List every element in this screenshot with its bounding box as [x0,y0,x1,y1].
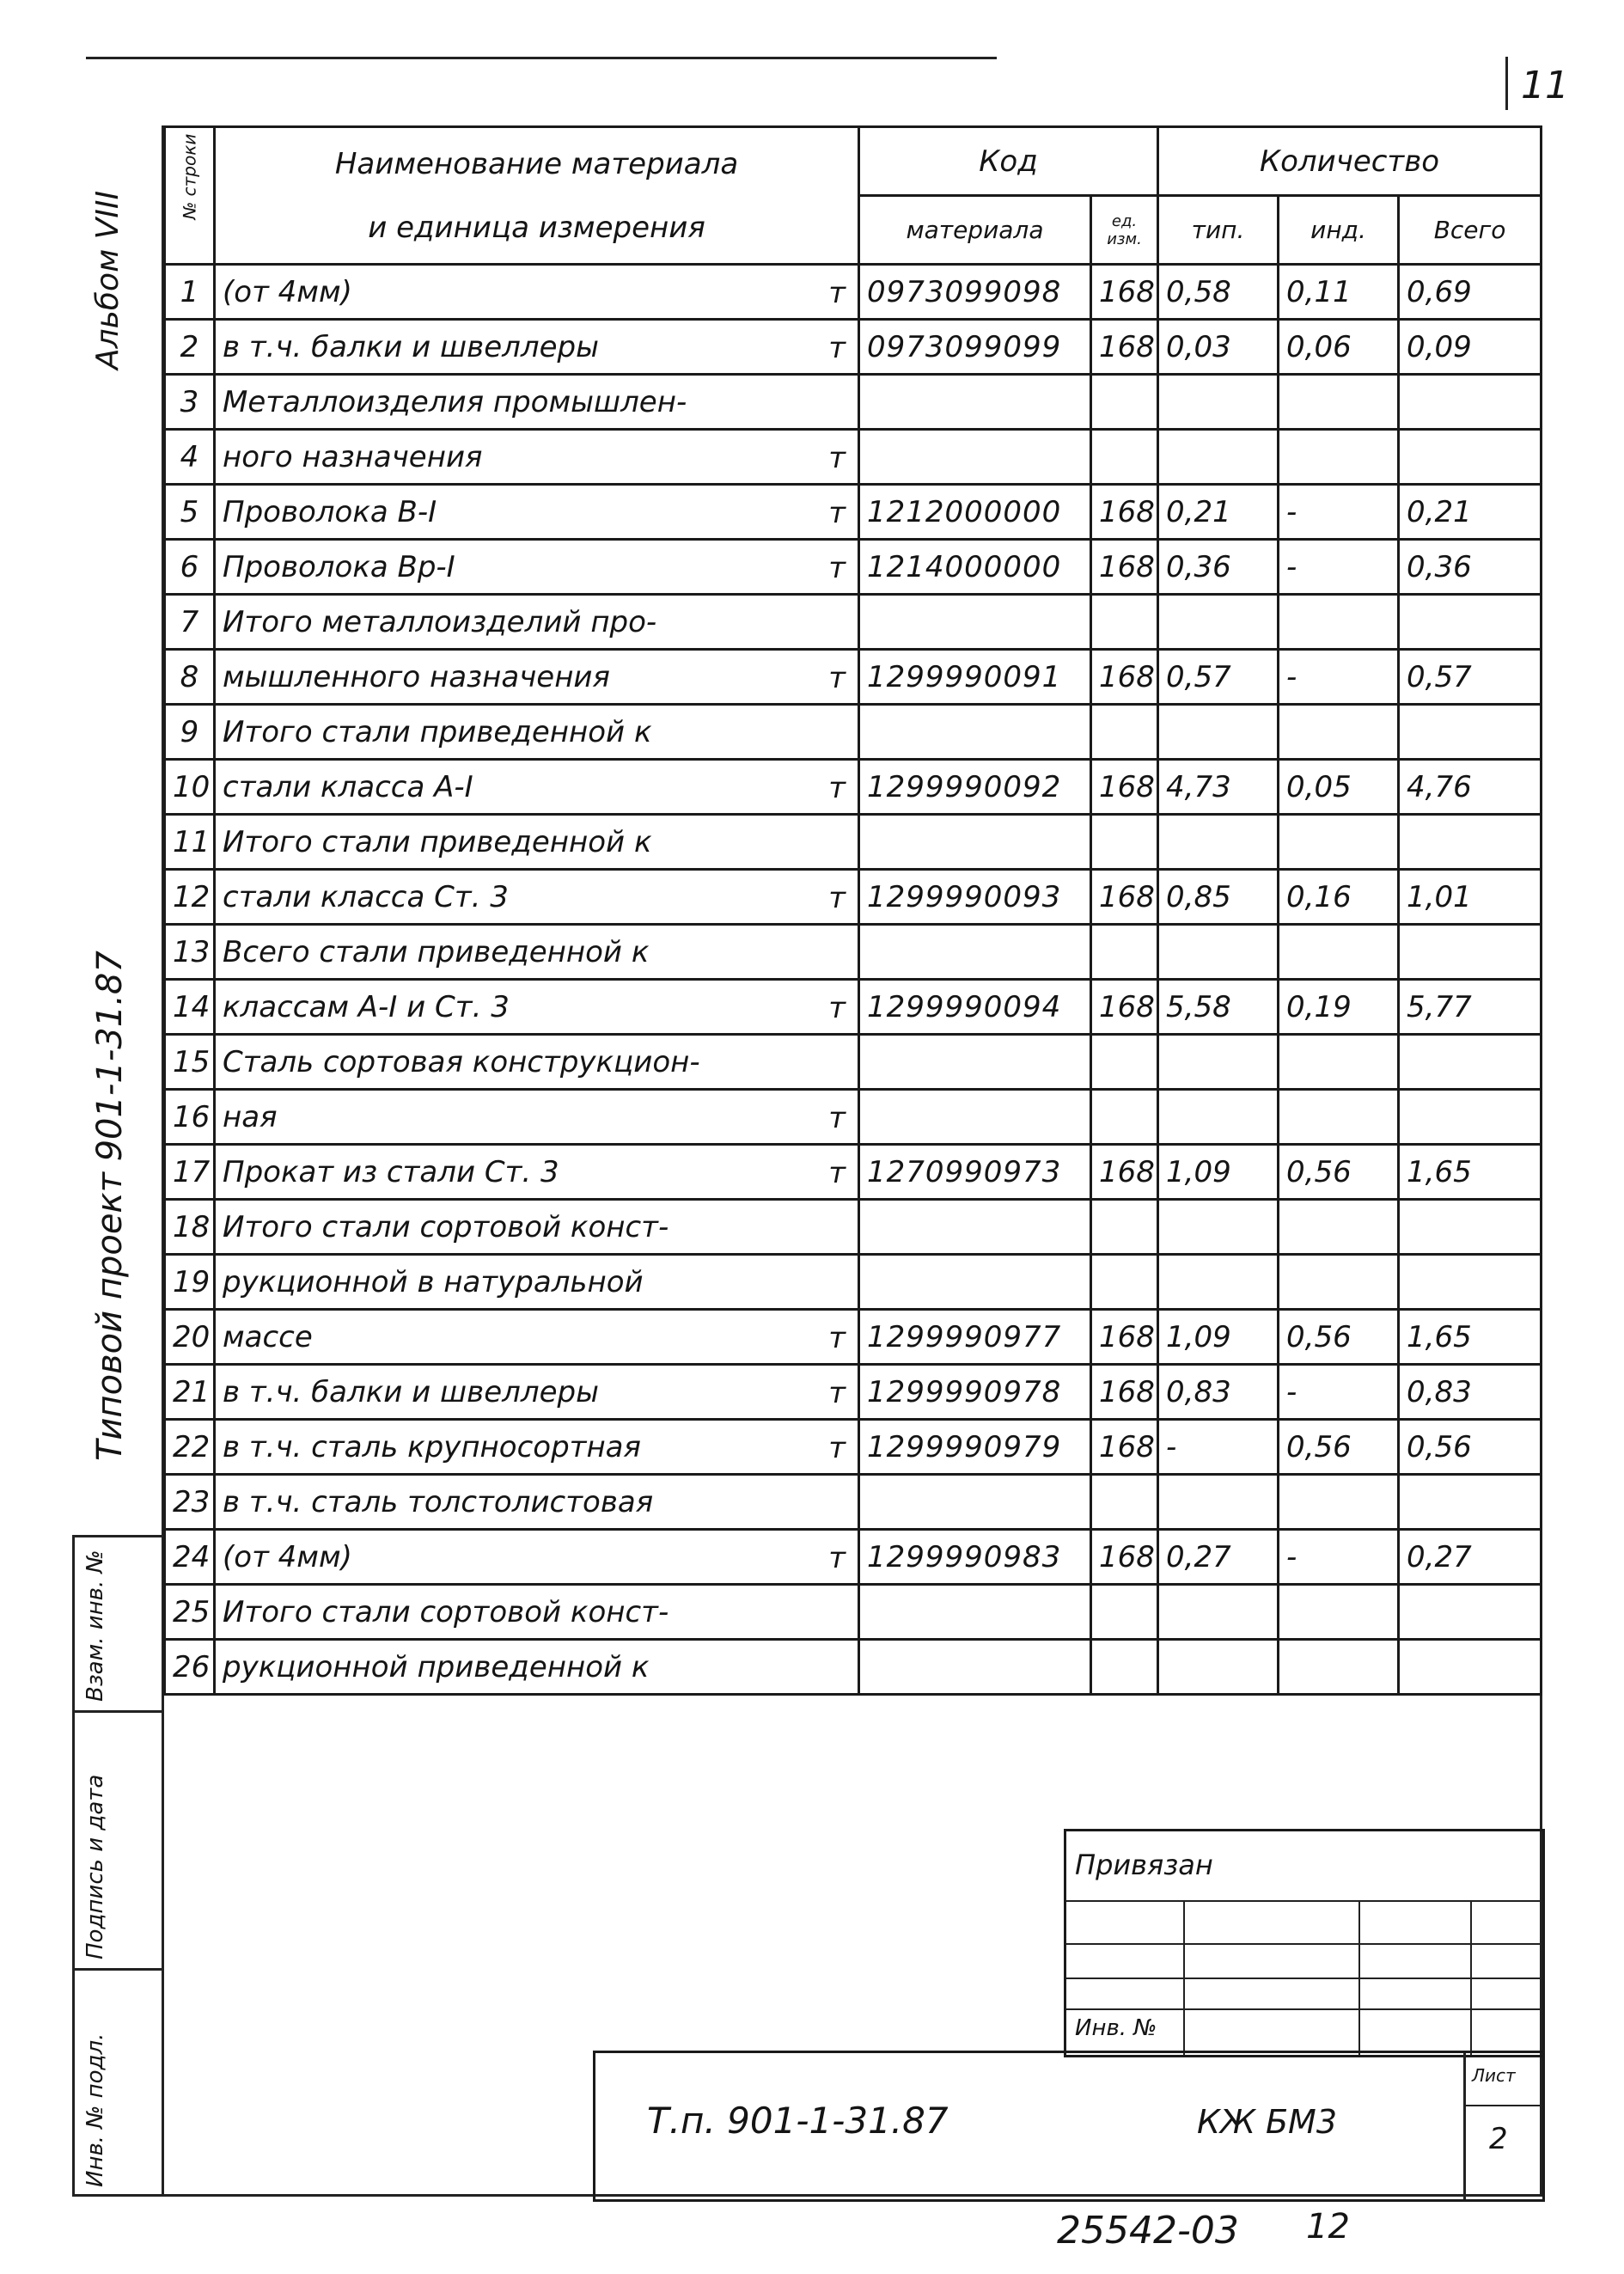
unit-code: 168 [1091,1145,1158,1200]
material-unit: т [828,331,846,365]
material-code: 1299990979 [859,1420,1091,1475]
row-number: 17 [165,1145,215,1200]
row-number: 20 [165,1310,215,1365]
quantity-total: 1,65 [1399,1145,1542,1200]
table-row [165,430,1542,485]
material-name [215,705,859,760]
quantity-total [1399,1255,1542,1310]
material-name [215,1420,859,1475]
unit-code: 168 [1091,485,1158,540]
quantity-total: 0,09 [1399,320,1542,375]
material-name-text: классам А-I и Ст. 3 [223,989,510,1024]
unit-code [1091,815,1158,870]
margin-top-line [72,1535,163,1537]
row-number: 7 [165,595,215,650]
quantity-typical [1158,815,1279,870]
quantity-individual: 0,16 [1279,870,1399,925]
unit-code [1091,430,1158,485]
unit-code: 168 [1091,870,1158,925]
quantity-individual: - [1279,540,1399,595]
materials-table [163,125,1542,1696]
quantity-typical: 0,85 [1158,870,1279,925]
quantity-total [1399,1200,1542,1255]
unit-code [1091,1640,1158,1695]
row-number: 1 [165,265,215,320]
material-name [215,1640,859,1695]
table-row [165,1640,1542,1695]
sheet-divider [1463,2053,1466,2199]
material-code: 1299990094 [859,980,1091,1035]
quantity-individual [1279,1585,1399,1640]
material-name-text: Итого стали сортовой конст- [223,1209,669,1244]
material-name-text: Сталь сортовая конструкцион- [223,1044,700,1079]
material-name-text: стали класса Ст. 3 [223,879,509,914]
quantity-individual [1279,1200,1399,1255]
unit-code: 168 [1091,650,1158,705]
quantity-typical [1158,1585,1279,1640]
table-row [165,1530,1542,1585]
quantity-individual [1279,925,1399,980]
sheet-line [1463,2105,1542,2106]
row-number: 9 [165,705,215,760]
quantity-typical [1158,1090,1279,1145]
album-label: Альбом VIII [90,190,125,370]
quantity-typical: 0,83 [1158,1365,1279,1420]
quantity-individual: 0,56 [1279,1310,1399,1365]
table-row [165,375,1542,430]
material-name [215,980,859,1035]
material-name-text: Итого стали сортовой конст- [223,1594,669,1629]
quantity-typical [1158,925,1279,980]
quantity-total [1399,815,1542,870]
quantity-typical [1158,375,1279,430]
material-code [859,1640,1091,1695]
quantity-total [1399,705,1542,760]
quantity-individual [1279,1255,1399,1310]
quantity-individual [1279,1640,1399,1695]
material-code: 1299990092 [859,760,1091,815]
material-unit: т [828,1101,846,1135]
material-name-text: массе [223,1319,313,1354]
quantity-total: 0,57 [1399,650,1542,705]
material-code [859,705,1091,760]
quantity-individual: - [1279,485,1399,540]
material-name-text: мышленного назначения [223,659,610,694]
table-row [165,705,1542,760]
unit-code: 168 [1091,1530,1158,1585]
margin-outer-line [72,1535,75,2197]
quantity-typical: 0,36 [1158,540,1279,595]
unit-code: 168 [1091,320,1158,375]
table-row [165,650,1542,705]
row-number: 19 [165,1255,215,1310]
material-unit: т [828,661,846,695]
quantity-total: 0,27 [1399,1530,1542,1585]
table-row [165,980,1542,1035]
row-number: 12 [165,870,215,925]
material-name-text: (от 4мм) [223,274,352,309]
quantity-total [1399,1035,1542,1090]
material-name [215,1475,859,1530]
quantity-total [1399,1090,1542,1145]
material-code [859,595,1091,650]
header-code-material: материала [859,196,1091,265]
material-name-text: Итого стали приведенной к [223,824,652,859]
material-code [859,1090,1091,1145]
unit-code: 168 [1091,265,1158,320]
material-code [859,1035,1091,1090]
quantity-total: 0,83 [1399,1365,1542,1420]
material-unit: т [828,441,846,475]
material-name-text: в т.ч. сталь толстолистовая [223,1484,654,1519]
designation: Т.п. 901-1-31.87 [647,2100,949,2142]
material-code [859,1475,1091,1530]
quantity-typical [1158,1475,1279,1530]
title-block [593,2051,1545,2202]
material-name [215,1200,859,1255]
material-unit: т [828,1156,846,1190]
header-qty-a: тип. [1158,196,1279,265]
quantity-typical [1158,1255,1279,1310]
quantity-individual: - [1279,650,1399,705]
quantity-total [1399,1585,1542,1640]
unit-code [1091,375,1158,430]
material-name [215,1365,859,1420]
material-code: 1299990091 [859,650,1091,705]
material-code [859,1200,1091,1255]
row-number: 24 [165,1530,215,1585]
table-row [165,1035,1542,1090]
material-code: 0973099099 [859,320,1091,375]
quantity-total [1399,925,1542,980]
quantity-total: 0,69 [1399,265,1542,320]
material-code [859,1585,1091,1640]
unit-code: 168 [1091,760,1158,815]
table-row [165,925,1542,980]
material-code: 1212000000 [859,485,1091,540]
quantity-total: 0,21 [1399,485,1542,540]
material-code: 1270990973 [859,1145,1091,1200]
quantity-typical [1158,430,1279,485]
row-number: 6 [165,540,215,595]
stamp-title: Привязан [1075,1849,1213,1881]
quantity-total [1399,1475,1542,1530]
quantity-typical: 0,27 [1158,1530,1279,1585]
header-quantity: Количество [1158,127,1542,196]
material-code [859,430,1091,485]
quantity-individual: 0,56 [1279,1145,1399,1200]
unit-code: 168 [1091,1310,1158,1365]
table-row [165,1365,1542,1420]
material-name [215,265,859,320]
quantity-individual [1279,1475,1399,1530]
material-name-text: ного назначения [223,439,483,474]
unit-code: 168 [1091,1365,1158,1420]
unit-code [1091,1475,1158,1530]
material-unit: т [828,991,846,1025]
material-code: 1214000000 [859,540,1091,595]
quantity-total: 5,77 [1399,980,1542,1035]
quantity-individual [1279,1035,1399,1090]
row-number: 4 [165,430,215,485]
material-name-text: (от 4мм) [223,1539,352,1574]
material-code [859,1255,1091,1310]
table-row [165,1475,1542,1530]
quantity-individual [1279,815,1399,870]
row-number: 3 [165,375,215,430]
quantity-typical: - [1158,1420,1279,1475]
row-number: 14 [165,980,215,1035]
material-unit: т [828,551,846,585]
table-row [165,1585,1542,1640]
material-name [215,1145,859,1200]
quantity-individual [1279,1090,1399,1145]
quantity-total: 0,36 [1399,540,1542,595]
material-name [215,650,859,705]
table-row [165,265,1542,320]
material-name-text: стали класса А-I [223,769,473,804]
table-row [165,320,1542,375]
material-code [859,925,1091,980]
quantity-total [1399,430,1542,485]
table-row [165,1090,1542,1145]
row-number: 15 [165,1035,215,1090]
material-name-text: Проволока В-I [223,494,437,529]
material-name [215,1585,859,1640]
table-row [165,1255,1542,1310]
material-name [215,925,859,980]
material-name-text: рукционной в натуральной [223,1264,644,1299]
material-name [215,1035,859,1090]
unit-code [1091,1035,1158,1090]
quantity-total: 1,01 [1399,870,1542,925]
quantity-typical [1158,1640,1279,1695]
unit-code: 168 [1091,1420,1158,1475]
quantity-typical [1158,1200,1279,1255]
row-number: 18 [165,1200,215,1255]
material-name [215,430,859,485]
material-unit: т [828,881,846,915]
material-name [215,1090,859,1145]
quantity-individual: 0,56 [1279,1420,1399,1475]
sign-cell-3: Инв. № подл. [82,2033,108,2187]
unit-code [1091,1255,1158,1310]
header-qty-b: инд. [1279,196,1399,265]
quantity-individual [1279,375,1399,430]
material-name [215,320,859,375]
material-unit: т [828,1431,846,1465]
material-name [215,760,859,815]
unit-code: 168 [1091,980,1158,1035]
row-number: 8 [165,650,215,705]
material-name [215,1310,859,1365]
header-code-unit: ед. изм. [1091,196,1158,265]
row-number: 2 [165,320,215,375]
header-row-number: № строки [165,127,215,265]
quantity-typical: 4,73 [1158,760,1279,815]
table-row [165,1420,1542,1475]
quantity-typical [1158,1035,1279,1090]
quantity-individual: 0,19 [1279,980,1399,1035]
quantity-typical: 1,09 [1158,1310,1279,1365]
row-number: 13 [165,925,215,980]
material-name [215,540,859,595]
table-row [165,1310,1542,1365]
attachment-stamp [1064,1829,1545,2057]
quantity-typical: 0,21 [1158,485,1279,540]
quantity-total [1399,375,1542,430]
quantity-individual [1279,595,1399,650]
material-name [215,1255,859,1310]
sign-cell-1: Взам. инв. № [82,1550,108,1702]
row-number: 25 [165,1585,215,1640]
header-name: Наименование материала и единица измерения [215,127,859,265]
sign-cell-2: Подпись и дата [82,1774,108,1959]
margin-divider-1 [72,1710,163,1713]
material-unit: т [828,1321,846,1355]
footer-number: 25542-03 [1057,2209,1239,2253]
material-name [215,595,859,650]
quantity-typical: 0,57 [1158,650,1279,705]
table-row [165,1145,1542,1200]
stamp-inv: Инв. № [1075,2015,1157,2041]
page-number-mark [1505,57,1508,110]
unit-code [1091,1200,1158,1255]
quantity-total: 1,65 [1399,1310,1542,1365]
material-name [215,1530,859,1585]
material-code: 1299990977 [859,1310,1091,1365]
material-name [215,485,859,540]
material-unit: т [828,1541,846,1575]
material-name-text: Прокат из стали Ст. 3 [223,1154,559,1189]
material-code [859,375,1091,430]
quantity-individual: - [1279,1530,1399,1585]
material-code: 1299990093 [859,870,1091,925]
table-row [165,1200,1542,1255]
table-row [165,595,1542,650]
material-unit: т [828,1376,846,1410]
material-name-text: Металлоизделия промышлен- [223,384,687,419]
row-number: 10 [165,760,215,815]
quantity-total: 4,76 [1399,760,1542,815]
quantity-individual: 0,11 [1279,265,1399,320]
unit-code [1091,1090,1158,1145]
row-number: 21 [165,1365,215,1420]
row-number: 16 [165,1090,215,1145]
quantity-typical: 5,58 [1158,980,1279,1035]
top-rule [86,57,997,59]
quantity-typical: 0,58 [1158,265,1279,320]
material-code [859,815,1091,870]
unit-code [1091,1585,1158,1640]
material-name-text: в т.ч. сталь крупносортная [223,1429,641,1464]
material-name-text: рукционной приведенной к [223,1649,650,1684]
stamp-col-1 [1183,1900,1185,2055]
unit-code [1091,595,1158,650]
header-qty-total: Всего [1399,196,1542,265]
sheet-label: Лист [1472,2065,1516,2086]
material-name-text: Проволока Вр-I [223,549,455,584]
unit-code [1091,925,1158,980]
material-name-text: ная [223,1099,278,1134]
footer-sheet: 12 [1306,2207,1350,2246]
quantity-typical: 0,03 [1158,320,1279,375]
quantity-individual: 0,06 [1279,320,1399,375]
material-name [215,375,859,430]
material-name-text: в т.ч. балки и швеллеры [223,1374,599,1409]
table-row [165,870,1542,925]
material-name [215,870,859,925]
material-code: 0973099098 [859,265,1091,320]
row-number: 5 [165,485,215,540]
quantity-total: 0,56 [1399,1420,1542,1475]
project-label: Типовой проект 901-1-31.87 [90,951,130,1461]
material-code: 1299990983 [859,1530,1091,1585]
sheet-number: 2 [1489,2122,1508,2156]
quantity-individual: - [1279,1365,1399,1420]
quantity-typical: 1,09 [1158,1145,1279,1200]
row-number: 22 [165,1420,215,1475]
row-number: 23 [165,1475,215,1530]
quantity-total [1399,1640,1542,1695]
quantity-typical [1158,595,1279,650]
stamp-col-3 [1470,1900,1472,2055]
quantity-total [1399,595,1542,650]
quantity-individual [1279,430,1399,485]
unit-code: 168 [1091,540,1158,595]
material-name [215,815,859,870]
page-number: 11 [1521,64,1569,107]
material-unit: т [828,496,846,530]
quantity-typical [1158,705,1279,760]
table-row [165,485,1542,540]
table-row [165,760,1542,815]
material-name-text: Итого стали приведенной к [223,714,652,749]
document-code: КЖ БМ3 [1197,2103,1338,2141]
material-name-text: в т.ч. балки и швеллеры [223,329,599,364]
quantity-individual: 0,05 [1279,760,1399,815]
row-number: 11 [165,815,215,870]
material-unit: т [828,771,846,805]
header-code: Код [859,127,1158,196]
material-name-text: Всего стали приведенной к [223,934,650,969]
material-name-text: Итого металлоизделий про- [223,604,657,639]
material-code: 1299990978 [859,1365,1091,1420]
quantity-individual [1279,705,1399,760]
table-row [165,815,1542,870]
row-number: 26 [165,1640,215,1695]
table-row [165,540,1542,595]
margin-divider-2 [72,1968,163,1971]
stamp-col-2 [1358,1900,1360,2055]
material-unit: т [828,276,846,310]
unit-code [1091,705,1158,760]
